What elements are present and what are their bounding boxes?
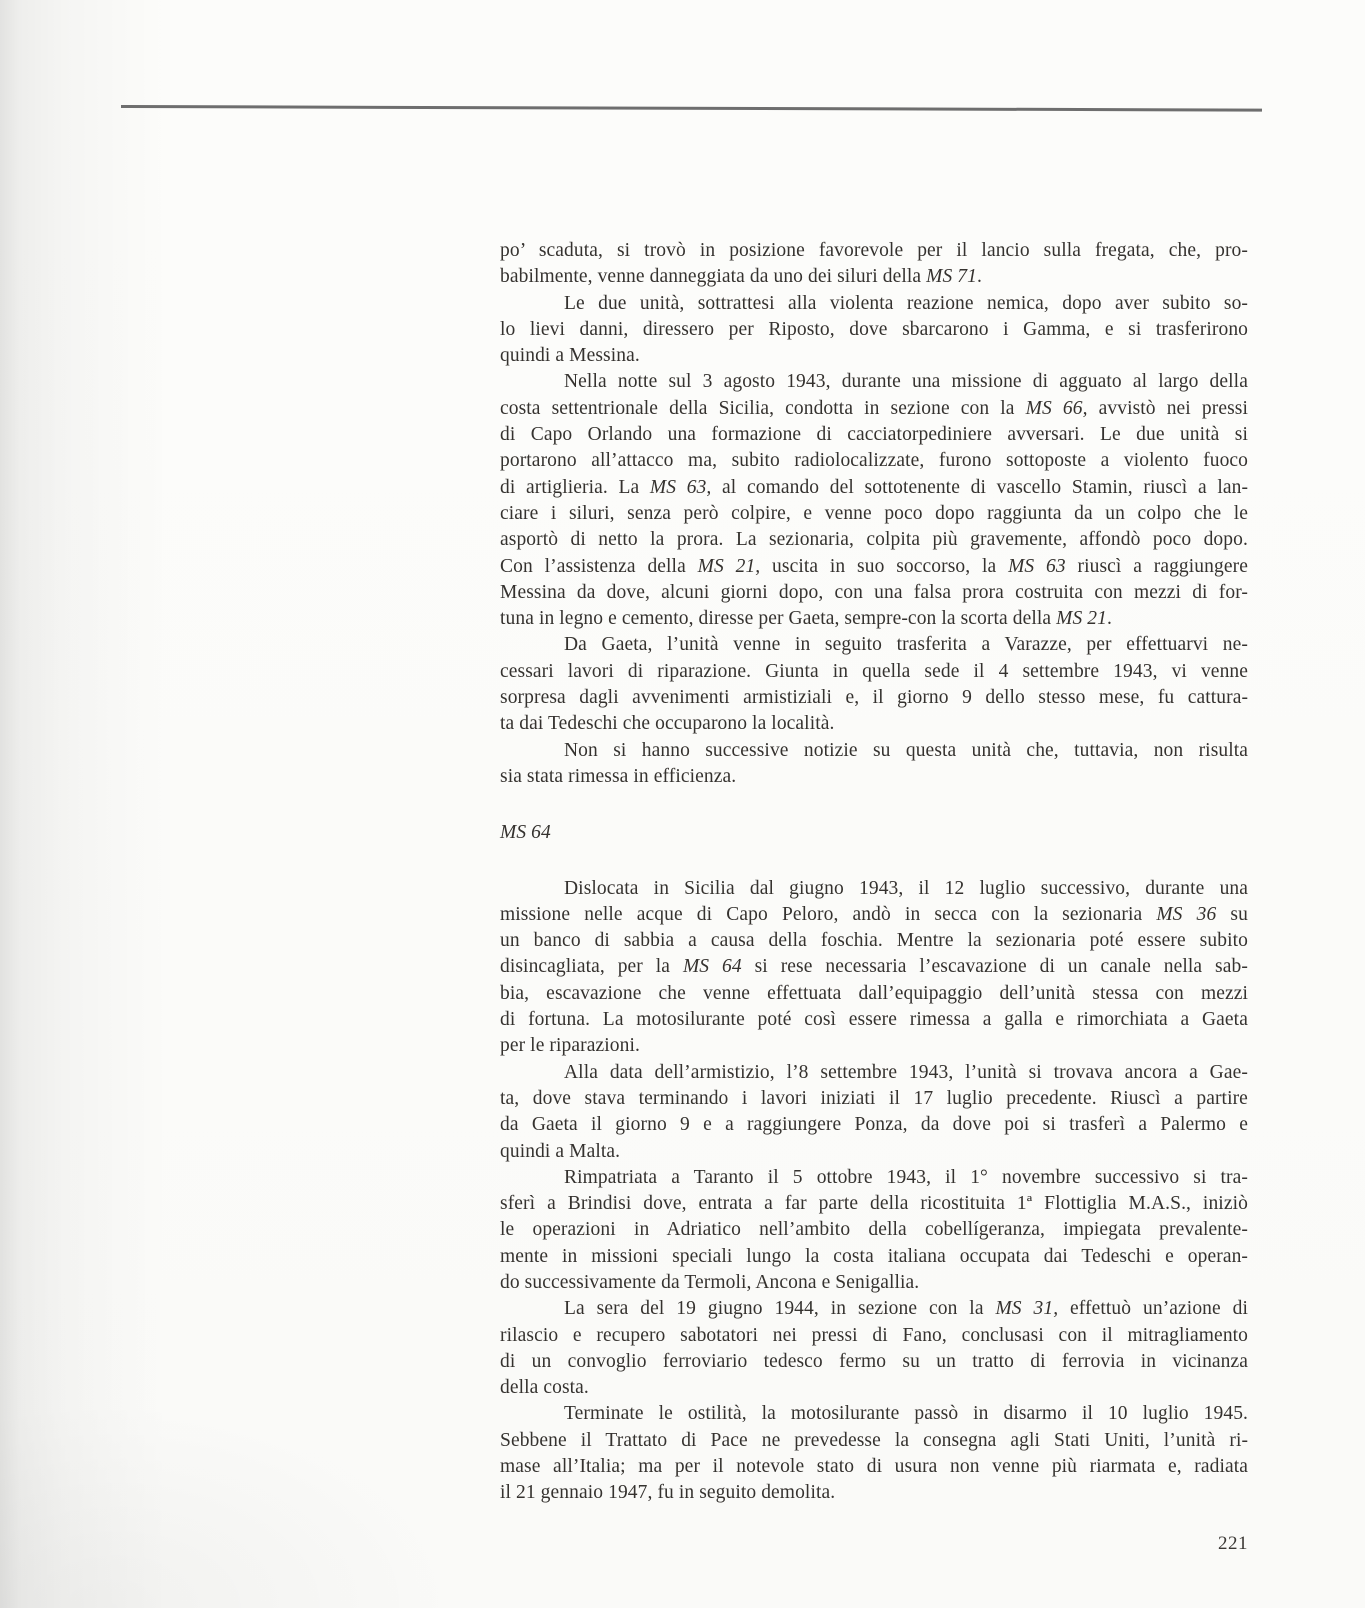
text-run: costa settentrionale della Sicilia, condotta in sezione con la bbox=[500, 397, 1026, 419]
text-line bbox=[500, 1086, 1248, 1112]
text-line bbox=[500, 685, 1248, 711]
text-line bbox=[500, 238, 1248, 264]
text-line bbox=[500, 291, 1248, 317]
text-run: La sera del 19 giugno 1944, in sezione con la bbox=[564, 1298, 996, 1320]
ship-name: MS 31, bbox=[995, 1298, 1059, 1320]
ship-name: MS 21, bbox=[697, 555, 761, 577]
ship-name: MS 63 bbox=[1008, 555, 1066, 577]
text-line bbox=[500, 659, 1248, 685]
text-run: Alla data dell’armistizio, l’8 settembre 1943, l’unità si trovava ancora a Gae- bbox=[564, 1061, 1248, 1083]
text-block bbox=[500, 238, 1248, 1507]
text-line bbox=[500, 1323, 1248, 1349]
text-run: Nella notte sul 3 agosto 1943, durante una missione di agguato al largo della bbox=[564, 371, 1248, 393]
header-rule bbox=[121, 105, 1262, 112]
text-line bbox=[500, 1349, 1248, 1375]
ship-name: MS 63, bbox=[649, 476, 712, 498]
text-line bbox=[500, 369, 1248, 395]
text-line bbox=[500, 527, 1248, 553]
text-line bbox=[500, 981, 1248, 1007]
text-run: mente in missioni speciali lungo la costa italiana occupata dai Tedeschi e operan- bbox=[500, 1245, 1249, 1267]
text-run: lo lievi danni, diressero per Riposto, dove sbarcarono i Gamma, e si trasferirono bbox=[500, 318, 1249, 340]
text-line bbox=[500, 1060, 1248, 1086]
text-run: po’ scaduta, si trovò in posizione favorevole per il lancio sulla fregata, che, pro- bbox=[500, 240, 1248, 261]
text-line bbox=[500, 264, 1248, 290]
text-run: di fortuna. La motosilurante poté così essere rimessa a galla e rimorchiata a Gaeta bbox=[500, 1009, 1248, 1031]
text-line bbox=[500, 606, 1248, 632]
text-run: uscita in suo soccorso, la bbox=[760, 555, 1009, 577]
ship-name: MS 21 bbox=[1056, 608, 1107, 630]
text-run: Non si hanno successive notizie su questa unità che, tuttavia, non risulta bbox=[564, 739, 1249, 761]
text-line bbox=[500, 422, 1248, 448]
text-line bbox=[500, 1191, 1248, 1217]
text-run: asportò di netto la prora. La sezionaria, colpita più gravemente, affondò poco dopo. bbox=[500, 529, 1248, 551]
text-run: si rese necessaria l’escavazione di un canale nella sab- bbox=[741, 956, 1248, 978]
text-line bbox=[500, 580, 1248, 606]
text-run: di artiglieria. La bbox=[500, 476, 650, 498]
text-run: le operazioni in Adriatico nell’ambito della cobellígeranza, impiegata prevalente- bbox=[500, 1219, 1248, 1241]
text-run: rilascio e recupero sabotatori nei pressi di Fano, conclusasi con il mitragliamento bbox=[500, 1324, 1249, 1346]
text-line bbox=[500, 1375, 1248, 1401]
text-line bbox=[500, 1428, 1248, 1454]
text-run: effettuò un’azione di bbox=[1058, 1298, 1249, 1320]
text-run: di Capo Orlando una formazione di cacciatorpediniere avversari. Le due unità si bbox=[500, 424, 1248, 446]
text-line bbox=[500, 1112, 1248, 1138]
text-run: sia stata rimessa in efficienza. bbox=[500, 765, 737, 787]
text-line bbox=[500, 1244, 1248, 1270]
text-run: bia, escavazione che venne effettuata dall’equipaggio dell’unità stessa con mezzi bbox=[500, 982, 1249, 1004]
text-run: mase all’Italia; ma per il notevole stato di usura non venne più riarmata e, radiata bbox=[500, 1456, 1249, 1478]
text-run: tuna in legno e cemento, diresse per Gaeta, sempre-con la scorta della bbox=[500, 608, 1057, 630]
text-line bbox=[500, 1480, 1248, 1506]
text-run: Le due unità, sottrattesi alla violenta reazione nemica, dopo aver subito so- bbox=[564, 292, 1249, 314]
text-line bbox=[500, 1217, 1248, 1243]
text-run: Con l’assistenza della bbox=[500, 555, 698, 577]
section-heading bbox=[500, 820, 1248, 846]
text-run: sorpresa dagli avvenimenti armistiziali e, il giorno 9 dello stesso mese, fu cattura- bbox=[500, 687, 1249, 709]
text-run: Terminate le ostilità, la motosilurante passò in disarmo il 10 luglio 1945. bbox=[564, 1403, 1249, 1425]
text-line bbox=[500, 448, 1248, 474]
text-line bbox=[500, 928, 1248, 954]
text-run: Dislocata in Sicilia dal giugno 1943, il 12 luglio successivo, durante una bbox=[564, 877, 1249, 899]
text-line bbox=[500, 396, 1248, 422]
text-line bbox=[500, 876, 1248, 902]
text-run: portarono all’attacco ma, subito radiolocalizzate, furono sottoposte a violento fuoco bbox=[500, 450, 1249, 472]
text-run: ta dai Tedeschi che occuparono la località. bbox=[500, 713, 835, 735]
text-line bbox=[500, 1165, 1248, 1191]
ship-name: MS 64 bbox=[682, 956, 742, 978]
text-run: quindi a Messina. bbox=[500, 345, 640, 367]
ship-name: MS 36 bbox=[1156, 903, 1217, 925]
text-line bbox=[500, 954, 1248, 980]
text-line bbox=[500, 343, 1248, 369]
text-line bbox=[500, 632, 1248, 658]
text-run: babilmente, venne danneggiata da uno dei siluri della bbox=[500, 266, 927, 288]
text-line bbox=[500, 1454, 1248, 1480]
text-run: quindi a Malta. bbox=[500, 1140, 621, 1162]
text-line bbox=[500, 711, 1248, 737]
text-run: per le riparazioni. bbox=[500, 1035, 640, 1057]
text-run: ciare i siluri, senza però colpire, e venne poco dopo raggiunta da un colpo che le bbox=[500, 502, 1249, 524]
text-line bbox=[500, 1033, 1248, 1059]
text-run: missione nelle acque di Capo Peloro, andò in secca con la sezionaria bbox=[500, 903, 1157, 925]
text-run: disincagliata, per la bbox=[500, 956, 683, 978]
text-run: Messina da dove, alcuni giorni dopo, con una falsa prora costruita con mezzi di for- bbox=[500, 581, 1248, 603]
text-run: do successivamente da Termoli, Ancona e Senigallia. bbox=[500, 1271, 920, 1293]
text-line bbox=[500, 1270, 1248, 1296]
text-line bbox=[500, 475, 1248, 501]
text-run: Da Gaeta, l’unità venne in seguito trasferita a Varazze, per effettuarvi ne- bbox=[564, 634, 1248, 656]
text-line bbox=[500, 764, 1248, 790]
text-run: della costa. bbox=[500, 1377, 589, 1399]
text-run: al comando del sottotenente di vascello Stamin, riuscì a lan- bbox=[711, 476, 1249, 498]
text-run: il 21 gennaio 1947, fu in seguito demolita. bbox=[500, 1482, 836, 1504]
text-run: su bbox=[1216, 903, 1248, 925]
text-run: . bbox=[1107, 608, 1112, 630]
text-run: riuscì a raggiungere bbox=[1065, 555, 1248, 577]
text-run: da Gaeta il giorno 9 e a raggiungere Ponza, da dove poi si trasferì a Palermo e bbox=[500, 1114, 1248, 1136]
text-run: avvistò nei pressi bbox=[1087, 397, 1248, 419]
text-line bbox=[500, 1007, 1248, 1033]
text-line bbox=[500, 317, 1248, 343]
text-line bbox=[500, 501, 1248, 527]
page-number: 221 bbox=[1218, 1533, 1248, 1554]
ship-name: MS 71 bbox=[926, 266, 978, 288]
text-line bbox=[500, 902, 1248, 928]
text-line bbox=[500, 554, 1248, 580]
text-run: ta, dove stava terminando i lavori iniziati il 17 luglio precedente. Riuscì a partire bbox=[500, 1087, 1248, 1109]
ship-name: MS 66, bbox=[1025, 397, 1088, 419]
text-line bbox=[500, 1139, 1248, 1165]
text-run: cessari lavori di riparazione. Giunta in quella sede il 4 settembre 1943, vi venne bbox=[500, 660, 1249, 682]
text-run: . bbox=[977, 266, 982, 288]
ship-name: MS 64 bbox=[500, 822, 551, 844]
text-run: un banco di sabbia a causa della foschia. Mentre la sezionaria poté essere subito bbox=[500, 930, 1248, 952]
text-line bbox=[500, 738, 1248, 764]
text-line bbox=[500, 1401, 1248, 1427]
text-run: Rimpatriata a Taranto il 5 ottobre 1943, il 1° novembre successivo si tra- bbox=[564, 1166, 1249, 1188]
text-run: di un convoglio ferroviario tedesco fermo su un tratto di ferrovia in vicinanza bbox=[500, 1350, 1249, 1372]
text-line bbox=[500, 1296, 1248, 1322]
text-run: sferì a Brindisi dove, entrata a far parte della ricostituita 1ª Flottiglia M.A.S., iniziò bbox=[500, 1193, 1248, 1215]
text-run: Sebbene il Trattato di Pace ne prevedesse la consegna agli Stati Uniti, l’unità ri- bbox=[500, 1429, 1249, 1451]
